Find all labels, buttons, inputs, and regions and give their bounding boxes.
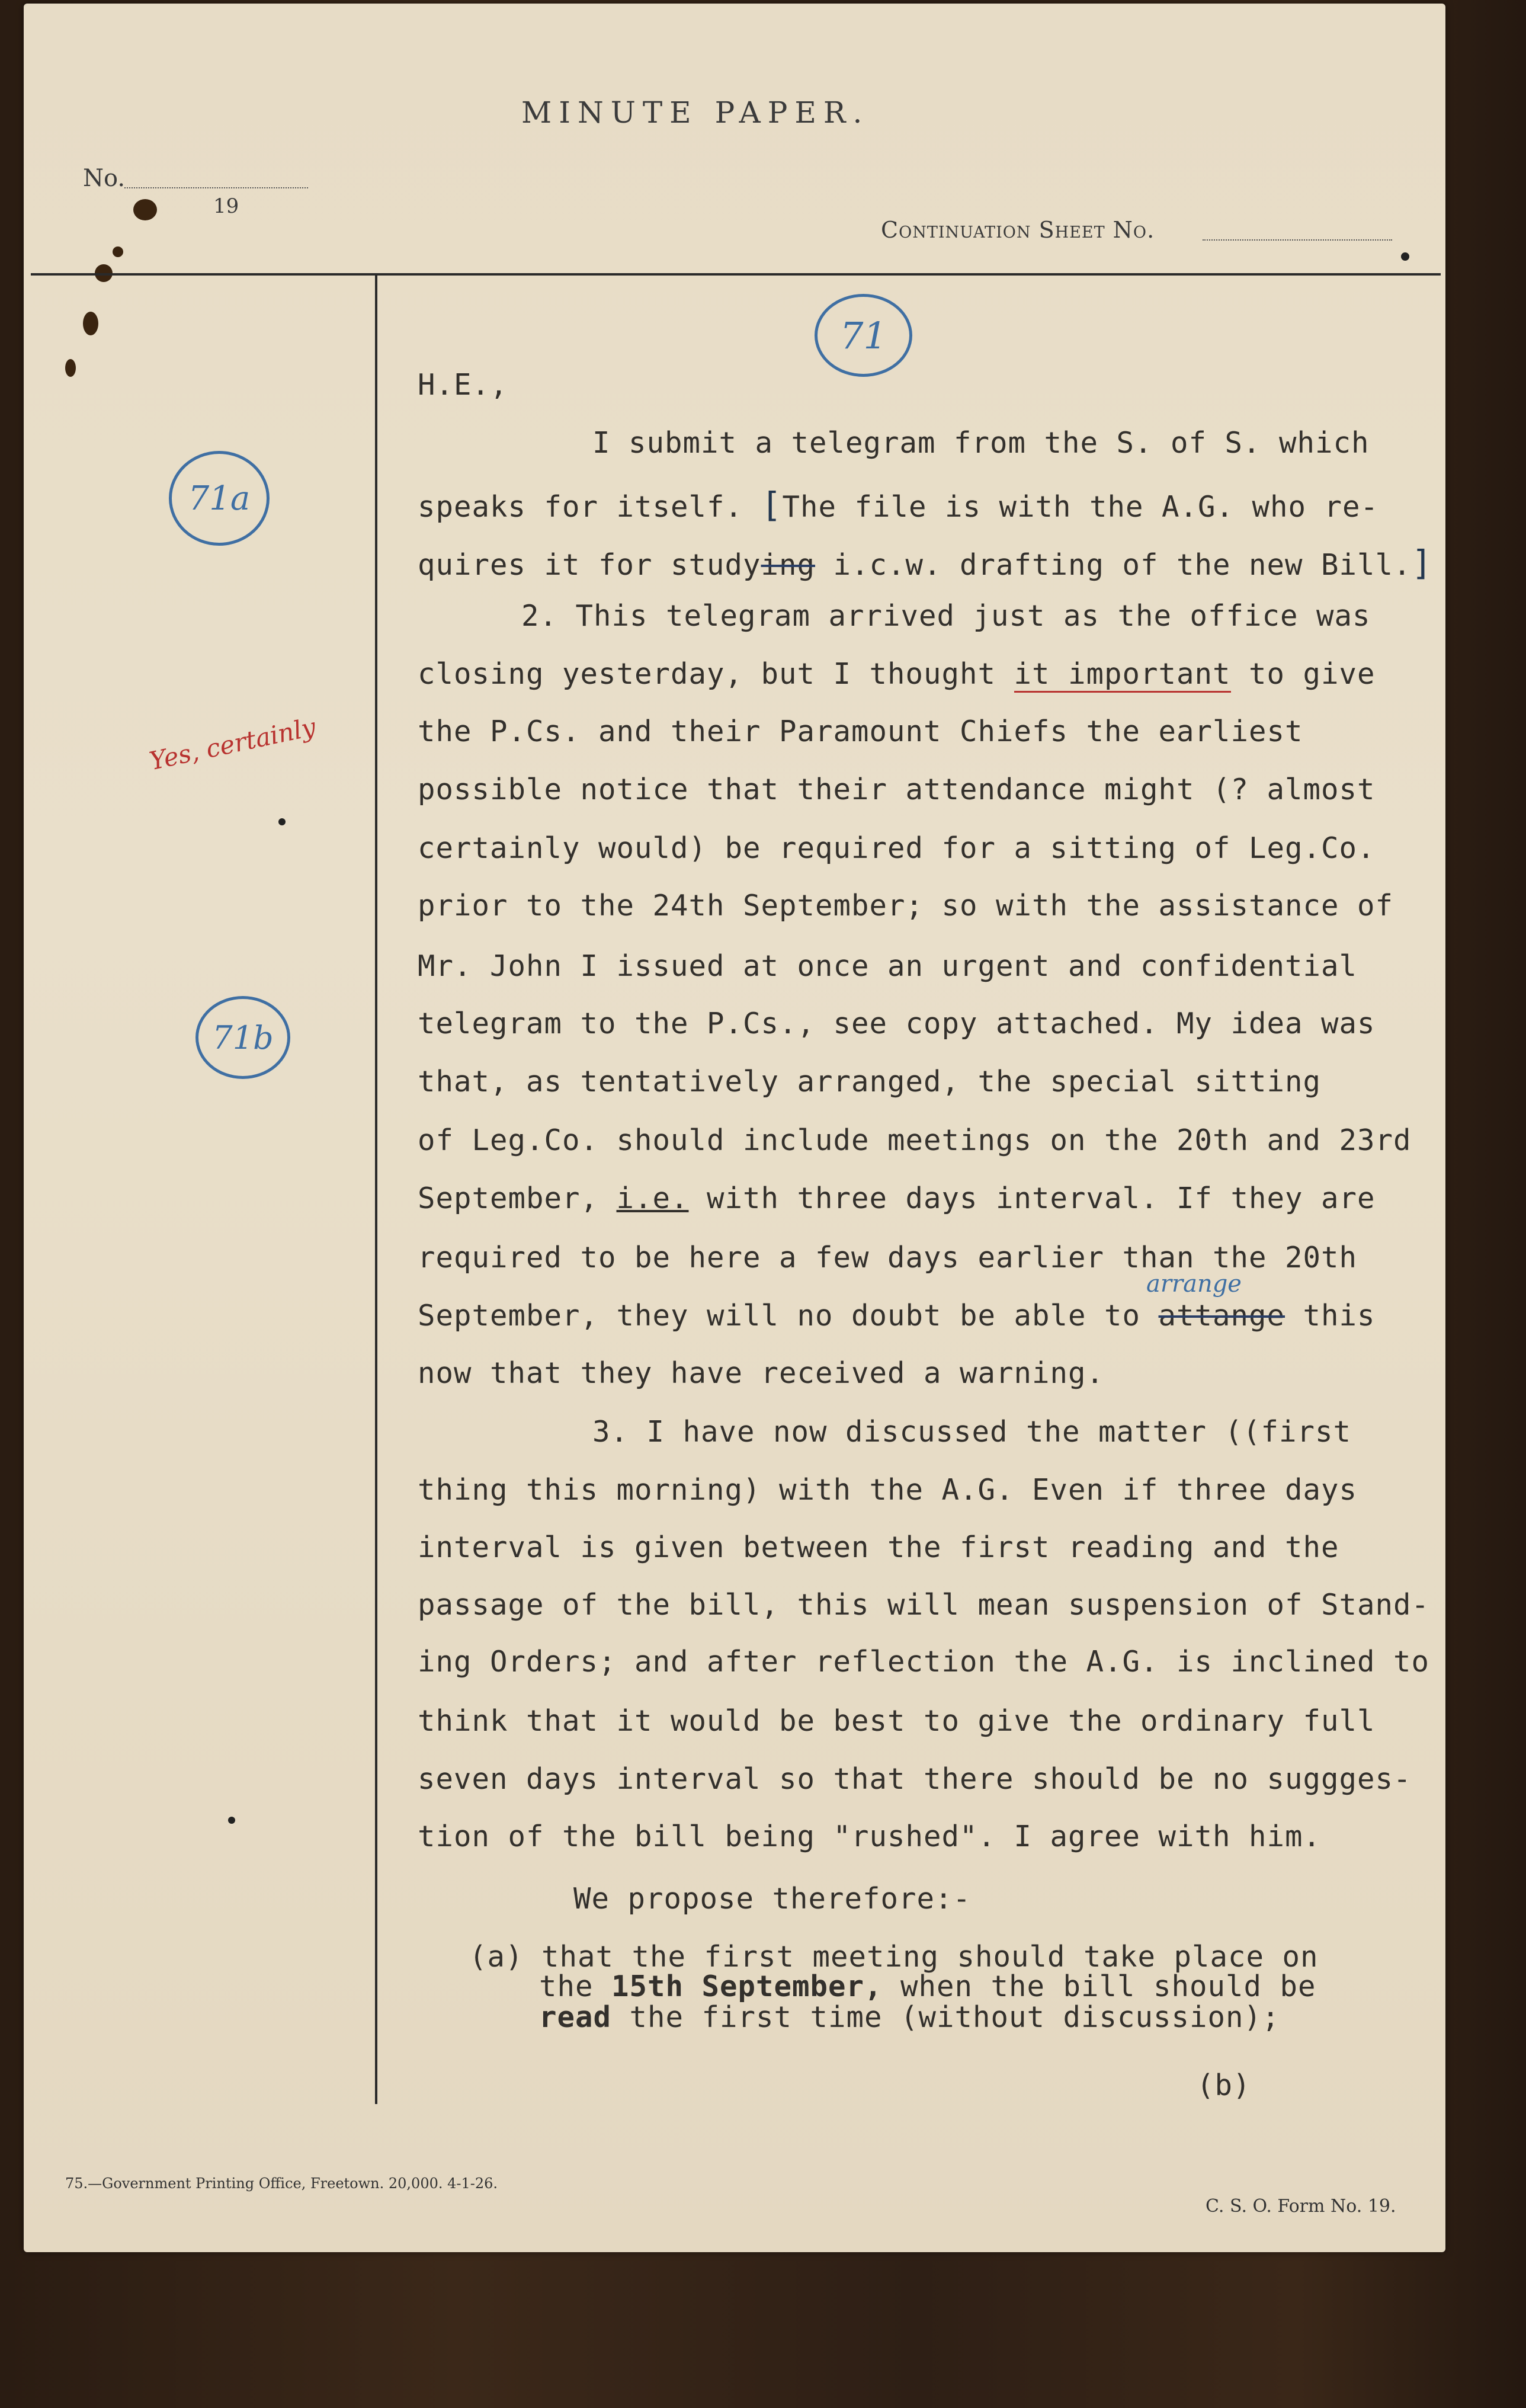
text-segment: to give <box>1230 657 1376 691</box>
folio-71b: 71b <box>212 1019 274 1056</box>
body-line: tion of the bill being "rushed". I agree with him. <box>418 1820 1322 1853</box>
body-line: certainly would) be required for a sitting of Leg.Co. <box>418 831 1376 865</box>
continuation-sheet-label: Continuation Sheet No. <box>881 217 1155 243</box>
text-segment: closing yesterday, but I thought <box>418 657 996 691</box>
continuation-marker: (b) <box>1197 2068 1251 2102</box>
body-line: passage of the bill, this will mean suspension of Stand- <box>418 1588 1430 1622</box>
text-segment: with three days interval. If they are <box>688 1181 1376 1215</box>
number-dotted-line <box>124 187 308 188</box>
margin-note: Yes, certainly <box>147 712 319 776</box>
body-line: We propose therefore:- <box>573 1882 972 1916</box>
ink-stain <box>83 312 98 335</box>
underlined-text: it important <box>1014 657 1231 693</box>
ink-stain <box>65 359 76 377</box>
body-line: 2. This telegram arrived just as the office was <box>521 599 1371 633</box>
text-segment: September, they will no doubt be able to <box>418 1299 1159 1333</box>
ink-dot <box>1401 252 1409 261</box>
body-line: that, as tentatively arranged, the special sitting <box>418 1065 1322 1099</box>
number-label: No. <box>83 165 126 192</box>
ink-stain <box>113 246 123 257</box>
underlined-text: i.e. <box>616 1181 689 1215</box>
body-line: required to be here a few days earlier than the 20th <box>418 1241 1358 1275</box>
text-segment: speaks for itself. <box>418 490 743 524</box>
form-number: C. S. O. Form No. 19. <box>1206 2196 1396 2217</box>
folio-71a-circle <box>169 451 270 546</box>
body-line <box>539 2000 1280 2034</box>
body-line: I submit a telegram from the S. of S. which <box>592 426 1370 460</box>
body-line <box>418 485 1378 525</box>
body-line: think that it would be best to give the ordinary full <box>418 1704 1376 1738</box>
text-segment: The file is with the A.G. who re- <box>782 490 1378 524</box>
folio-number-circle <box>815 294 912 377</box>
body-line: possible notice that their attendance might (? almost <box>418 773 1376 806</box>
body-line: Mr. John I issued at once an urgent and confidential <box>418 949 1358 983</box>
minute-paper-sheet <box>24 4 1445 2252</box>
body-line: now that they have received a warning. <box>418 1356 1105 1390</box>
salutation: H.E., <box>418 368 508 402</box>
struck-text: attange <box>1158 1299 1285 1333</box>
text-segment: i.c.w. drafting of the new Bill. <box>815 548 1412 582</box>
body-line: prior to the 24th September; so with the assistance of <box>418 889 1394 923</box>
bracket-mark: ] <box>1411 543 1433 583</box>
pin-hole <box>278 818 286 825</box>
ink-stain <box>133 199 157 220</box>
page-title: MINUTE PAPER. <box>521 95 870 130</box>
body-line: (a) that the first meeting should take place on <box>469 1940 1319 1974</box>
body-line: of Leg.Co. should include meetings on the 20th and 23rd <box>418 1123 1412 1157</box>
year-suffix: 19 <box>213 194 239 218</box>
text-segment: the first time (without discussion); <box>611 2000 1280 2034</box>
body-line: ing Orders; and after reflection the A.G. is inclined to <box>418 1645 1430 1679</box>
printer-imprint: 75.—Government Printing Office, Freetown. 20,000. 4-1-26. <box>65 2175 498 2192</box>
body-line: telegram to the P.Cs., see copy attached. My idea was <box>418 1007 1376 1040</box>
body-line: interval is given between the first reading and the <box>418 1530 1339 1564</box>
bold-text: 15th September, <box>611 1970 883 2003</box>
body-line <box>418 1299 1376 1333</box>
body-line <box>539 1970 1316 2003</box>
text-segment: September, <box>418 1181 617 1215</box>
text-segment: quires it for study <box>418 548 761 582</box>
body-line: seven days interval so that there should be no suggges- <box>418 1762 1412 1796</box>
body-line <box>418 543 1432 583</box>
header-rule <box>31 273 1441 276</box>
body-line: 3. I have now discussed the matter ((first <box>592 1415 1352 1449</box>
text-segment: when the bill should be <box>882 1970 1316 2003</box>
body-line <box>418 1181 1376 1215</box>
text-segment: this <box>1285 1299 1376 1333</box>
inserted-correction: arrange <box>1146 1270 1242 1298</box>
body-line: the P.Cs. and their Paramount Chiefs the earliest <box>418 715 1303 748</box>
folio-71a: 71a <box>188 479 251 518</box>
continuation-dotted-line <box>1203 239 1392 241</box>
bracket-mark: [ <box>761 485 783 525</box>
folio-71b-circle <box>195 996 290 1079</box>
struck-text: ing <box>761 548 816 582</box>
body-line: thing this morning) with the A.G. Even if three days <box>418 1473 1358 1507</box>
margin-rule <box>375 273 377 2104</box>
body-line <box>418 657 1376 691</box>
text-segment: the <box>539 1970 612 2003</box>
folio-number: 71 <box>840 313 887 357</box>
pin-hole <box>228 1817 235 1824</box>
bold-text: read <box>539 2000 612 2034</box>
